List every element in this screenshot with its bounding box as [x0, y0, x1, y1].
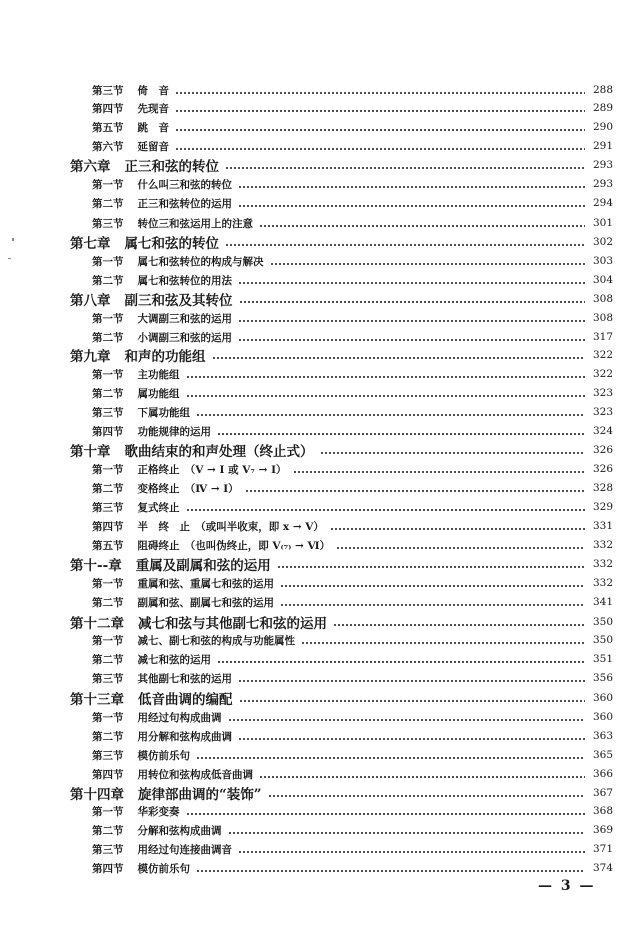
toc-section-entry [92, 497, 613, 517]
dot-leader [333, 624, 585, 626]
section-number: 第三节 [92, 501, 124, 514]
dot-leader [270, 263, 586, 265]
page-reference: 317 [592, 331, 613, 343]
page-reference: 368 [592, 805, 613, 817]
section-number: 第二节 [92, 331, 124, 344]
chapter-title: 减七和弦与其他副七和弦的运用 [138, 616, 327, 632]
section-number: 第二节 [92, 482, 124, 495]
toc-section-entry [92, 98, 613, 118]
dot-leader [301, 642, 585, 644]
dot-leader [196, 870, 585, 872]
section-title: 用经过句构成曲调 [137, 711, 222, 724]
dot-leader [277, 566, 585, 568]
section-number: 第一节 [92, 368, 124, 381]
dot-leader [280, 585, 585, 587]
toc-section-entry [92, 801, 613, 821]
toc-section-entry [92, 535, 613, 555]
page-reference: 304 [592, 274, 613, 286]
page-reference: 288 [592, 84, 613, 96]
section-title: 华彩变奏 [137, 805, 180, 818]
page-reference: 331 [592, 520, 613, 532]
chapter-number: 第六章 [70, 159, 111, 175]
page-reference: 302 [592, 236, 613, 248]
page-reference: 308 [592, 312, 613, 324]
toc-chapter-entry [70, 554, 613, 574]
section-number: 第四节 [92, 520, 124, 533]
section-number: 第三节 [92, 749, 124, 762]
dot-leader [239, 301, 586, 303]
page-reference: 326 [592, 444, 613, 456]
section-number: 第四节 [92, 862, 124, 875]
chapter-title: 属七和弦的转位 [124, 236, 219, 252]
toc-chapter-entry [70, 440, 613, 460]
chapter-number: 第七章 [70, 236, 111, 252]
toc-section-entry [92, 270, 613, 290]
section-number: 第一节 [92, 178, 124, 191]
section-title: 变格终止 （Ⅳ → I） [137, 482, 239, 495]
chapter-title: 正三和弦的转位 [124, 159, 219, 175]
dot-leader [186, 395, 586, 397]
section-title: 用分解和弦构成曲调 [137, 730, 232, 743]
page-reference: 323 [592, 387, 613, 399]
section-number: 第六节 [92, 140, 124, 153]
section-title: 功能规律的运用 [137, 425, 211, 438]
dot-leader [186, 376, 586, 378]
chapter-title: 副三和弦及其转位 [124, 293, 233, 309]
page-reference: 328 [592, 482, 613, 494]
page-reference: 308 [592, 293, 613, 305]
toc-section-entry [92, 630, 613, 650]
toc-chapter-entry [70, 688, 613, 708]
toc-section-entry [92, 820, 613, 840]
dot-leader [238, 738, 585, 740]
section-number: 第一节 [92, 634, 124, 647]
section-number: 第一节 [92, 463, 124, 476]
toc-chapter-entry [70, 232, 613, 252]
dot-leader [175, 110, 585, 112]
section-number: 第四节 [92, 102, 124, 115]
chapter-title: 低音曲调的编配 [138, 692, 233, 708]
toc-section-entry [92, 459, 613, 479]
section-number: 第四节 [92, 425, 124, 438]
section-title: 阻碍终止 （也叫伪终止，即 V₍₇₎ → Ⅵ） [137, 539, 331, 552]
section-number: 第四节 [92, 768, 124, 781]
section-title: 什么叫三和弦的转位 [137, 178, 232, 191]
section-number: 第一节 [92, 255, 124, 268]
toc-section-entry [92, 858, 613, 878]
page-reference: 350 [592, 634, 613, 646]
chapter-number: 第十章 [70, 444, 111, 460]
section-number: 第二节 [92, 197, 124, 210]
dot-leader [259, 776, 585, 778]
dot-leader [175, 148, 585, 150]
page-reference: 322 [592, 349, 613, 361]
toc-section-entry [92, 327, 613, 347]
toc-section-entry [92, 117, 613, 137]
toc-section-entry [92, 80, 613, 100]
section-number: 第五节 [92, 121, 124, 134]
section-title: 模仿前乐句 [137, 862, 190, 875]
chapter-number: 第十二章 [70, 616, 124, 632]
toc-section-entry [92, 707, 613, 727]
dot-leader [186, 813, 586, 815]
section-title: 延留音 [137, 140, 169, 153]
dot-leader [238, 851, 585, 853]
toc-chapter-entry [70, 345, 613, 365]
page-reference: 294 [592, 197, 613, 209]
chapter-number: 第十三章 [70, 692, 124, 708]
section-number: 第一节 [92, 805, 124, 818]
toc-section-entry [92, 251, 613, 271]
dot-leader [238, 186, 585, 188]
dot-leader [238, 339, 585, 341]
toc-section-entry [92, 668, 613, 688]
page-reference: 360 [592, 692, 613, 704]
chapter-number: 第八章 [70, 293, 111, 309]
section-title: 小调副三和弦的运用 [137, 331, 232, 344]
scan-mark [8, 258, 11, 259]
dot-leader [280, 604, 585, 606]
section-title: 重属和弦、重属七和弦的运用 [137, 577, 274, 590]
page-reference: 374 [592, 862, 613, 874]
page-reference: 369 [592, 824, 613, 836]
dot-leader [175, 129, 585, 131]
dot-leader [175, 92, 585, 94]
section-title: 跳 音 [137, 121, 169, 134]
page-reference: 341 [592, 596, 613, 608]
section-title: 属七和弦转位的用法 [137, 274, 232, 287]
toc-section-entry [92, 136, 613, 156]
section-title: 用转位和弦构成低音曲调 [137, 768, 253, 781]
dot-leader [212, 357, 586, 359]
dot-leader [238, 680, 585, 682]
section-number: 第二节 [92, 596, 124, 609]
section-title: 复式终止 [137, 501, 180, 514]
toc-chapter-entry [70, 783, 613, 803]
page-reference: 301 [592, 217, 613, 229]
scan-mark [12, 238, 14, 241]
toc-chapter-entry [70, 612, 613, 632]
dot-leader [196, 757, 585, 759]
section-title: 主功能组 [137, 368, 180, 381]
section-title: 下属功能组 [137, 406, 190, 419]
page-reference: 332 [592, 577, 613, 589]
section-number: 第二节 [92, 274, 124, 287]
toc-chapter-entry [70, 289, 613, 309]
section-title: 用经过句连接曲调音 [137, 843, 232, 856]
section-title: 其他副七和弦的运用 [137, 672, 232, 685]
chapter-number: 第十--章 [70, 558, 122, 574]
page-reference: 351 [592, 653, 613, 665]
section-number: 第三节 [92, 406, 124, 419]
toc-section-entry [92, 592, 613, 612]
page-reference: 322 [592, 368, 613, 380]
dot-leader [238, 282, 585, 284]
section-title: 属功能组 [137, 387, 180, 400]
page-reference: 350 [592, 616, 613, 628]
page-reference: 329 [592, 501, 613, 513]
page-reference: 363 [592, 730, 613, 742]
section-number: 第三节 [92, 843, 124, 856]
page-reference: 324 [592, 425, 613, 437]
section-title: 分解和弦构成曲调 [137, 824, 222, 837]
dot-leader [293, 471, 586, 473]
chapter-title: 和声的功能组 [124, 349, 206, 365]
dot-leader [238, 205, 585, 207]
page-reference: 371 [592, 843, 613, 855]
dot-leader [228, 719, 586, 721]
toc-chapter-entry [70, 155, 613, 175]
page-reference: 332 [592, 539, 613, 551]
page-reference: 293 [592, 159, 613, 171]
toc-section-entry [92, 308, 613, 328]
page-reference: 293 [592, 178, 613, 190]
section-number: 第三节 [92, 84, 124, 97]
page-reference: 326 [592, 463, 613, 475]
dot-leader [228, 832, 586, 834]
section-number: 第二节 [92, 824, 124, 837]
section-title: 半 终 止 （或叫半收束，即 x → V） [137, 520, 324, 533]
page-reference: 303 [592, 255, 613, 267]
section-title: 副属和弦、副属七和弦的运用 [137, 596, 274, 609]
toc-section-entry [92, 649, 613, 669]
section-title: 模仿前乐句 [137, 749, 190, 762]
dot-leader [336, 547, 585, 549]
toc-section-entry [92, 193, 613, 213]
dot-leader [217, 433, 585, 435]
section-title: 正格终止 （V → I 或 V₇ → I） [137, 463, 287, 476]
toc-section-entry [92, 402, 613, 422]
toc-section-entry [92, 421, 613, 441]
dot-leader [196, 414, 585, 416]
section-title: 正三和弦转位的运用 [137, 197, 232, 210]
page-reference: 291 [592, 140, 613, 152]
section-number: 第一节 [92, 711, 124, 724]
page-reference: 289 [592, 102, 613, 114]
page-reference: 323 [592, 406, 613, 418]
section-title: 属七和弦转位的构成与解决 [137, 255, 264, 268]
section-title: 减七和弦的运用 [137, 653, 211, 666]
toc-section-entry [92, 364, 613, 384]
section-number: 第三节 [92, 672, 124, 685]
dot-leader [225, 167, 585, 169]
toc-section-entry [92, 764, 613, 784]
dot-leader [330, 528, 585, 530]
dot-leader [259, 225, 585, 227]
dot-leader [268, 795, 585, 797]
page-reference: 360 [592, 711, 613, 723]
toc-section-entry [92, 213, 613, 233]
section-title: 转位三和弦运用上的注意 [137, 217, 253, 230]
dot-leader [238, 320, 585, 322]
page-reference: 332 [592, 558, 613, 570]
dot-leader [186, 509, 586, 511]
section-title: 先现音 [137, 102, 169, 115]
page-number: — 3 — [538, 878, 596, 894]
toc-section-entry [92, 839, 613, 859]
section-title: 倚 音 [137, 84, 169, 97]
chapter-title: 重属及副属和弦的运用 [135, 558, 271, 574]
section-number: 第一节 [92, 312, 124, 325]
section-number: 第三节 [92, 217, 124, 230]
dot-leader [239, 700, 586, 702]
section-number: 第二节 [92, 387, 124, 400]
chapter-number: 第十四章 [70, 787, 124, 803]
page-reference: 365 [592, 749, 613, 761]
chapter-title: 旋律部曲调的“装饰” [138, 787, 262, 803]
toc-section-entry [92, 174, 613, 194]
toc-section-entry [92, 573, 613, 593]
page-reference: 290 [592, 121, 613, 133]
dot-leader [217, 661, 585, 663]
page-reference: 366 [592, 768, 613, 780]
toc-section-entry [92, 726, 613, 746]
toc-section-entry [92, 745, 613, 765]
toc-section-entry [92, 383, 613, 403]
page-reference: 356 [592, 672, 613, 684]
section-number: 第一节 [92, 577, 124, 590]
dot-leader [245, 490, 585, 492]
section-number: 第二节 [92, 653, 124, 666]
section-title: 大调副三和弦的运用 [137, 312, 232, 325]
toc-section-entry [92, 516, 613, 536]
toc-section-entry [92, 478, 613, 498]
section-number: 第五节 [92, 539, 124, 552]
chapter-title: 歌曲结束的和声处理（终止式） [124, 444, 314, 460]
dot-leader [320, 452, 586, 454]
section-title: 减七、副七和弦的构成与功能属性 [137, 634, 295, 647]
page-reference: 367 [592, 787, 613, 799]
dot-leader [225, 244, 585, 246]
section-number: 第二节 [92, 730, 124, 743]
chapter-number: 第九章 [70, 349, 111, 365]
